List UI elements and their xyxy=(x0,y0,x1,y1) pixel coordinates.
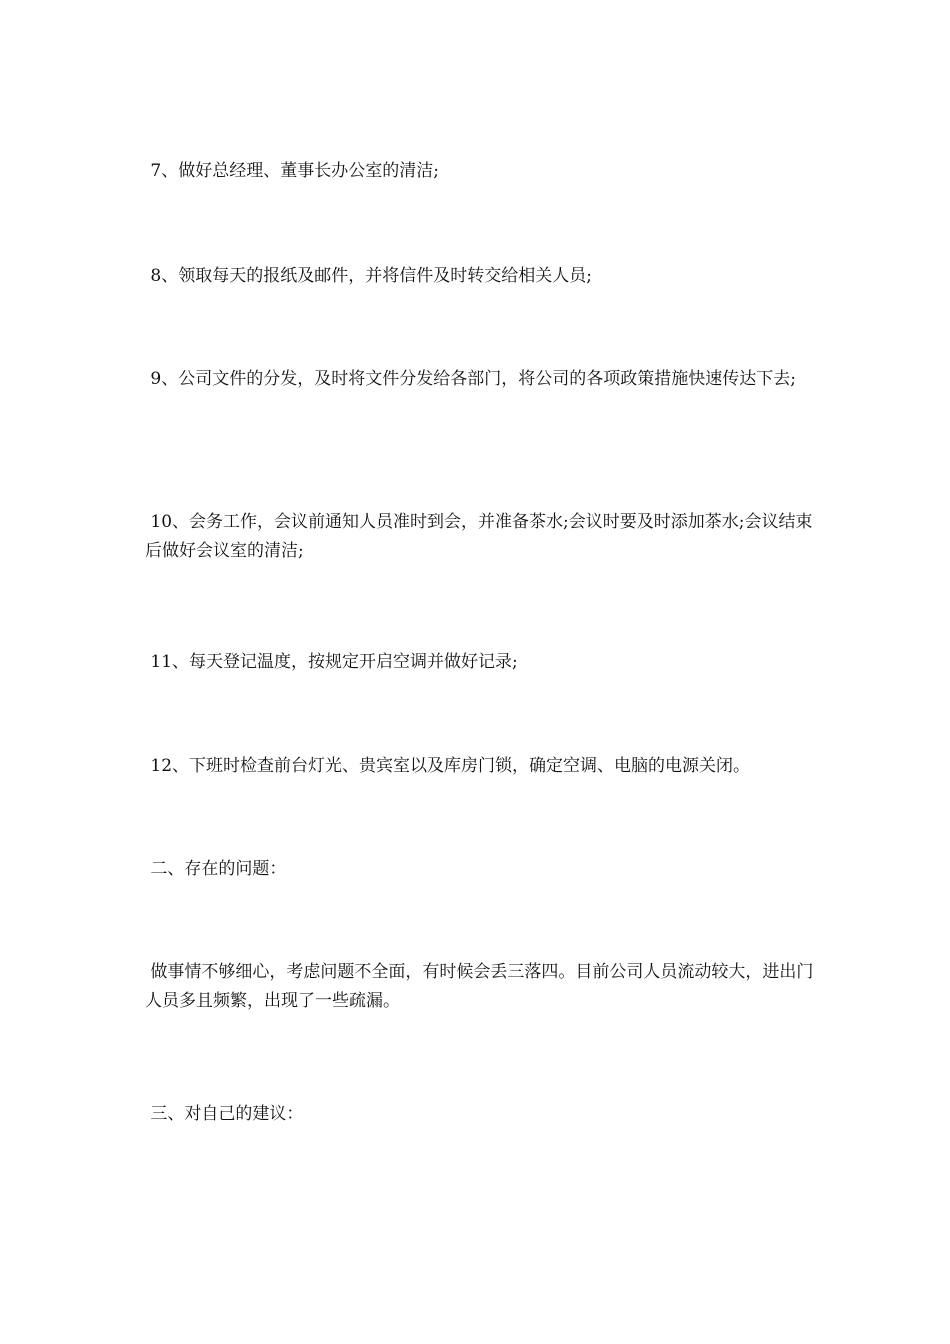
section-heading-suggestions: 三、对自己的建议： xyxy=(145,1104,304,1124)
list-item-8: 8、领取每天的报纸及邮件，并将信件及时转交给相关人员; xyxy=(145,266,592,286)
list-item-7: 7、做好总经理、董事长办公室的清洁; xyxy=(145,161,439,181)
list-item-9: 9、公司文件的分发，及时将文件分发给各部门，将公司的各项政策措施快速传达下去; xyxy=(145,369,796,389)
list-item-11: 11、每天登记温度，按规定开启空调并做好记录; xyxy=(145,652,518,672)
list-item-12: 12、下班时检查前台灯光、贵宾室以及库房门锁，确定空调、电脑的电源关闭。 xyxy=(145,756,751,776)
section-heading-problems: 二、存在的问题： xyxy=(145,859,287,879)
list-item-10: 10、会务工作，会议前通知人员准时到会，并准备茶水;会议时要及时添加茶水;会议结束后做好会议室的清洁; xyxy=(145,512,813,561)
problems-paragraph: 做事情不够细心，考虑问题不全面，有时候会丢三落四。目前公司人员流动较大，进出门人员多且频繁，出现了一些疏漏。 xyxy=(145,962,814,1011)
